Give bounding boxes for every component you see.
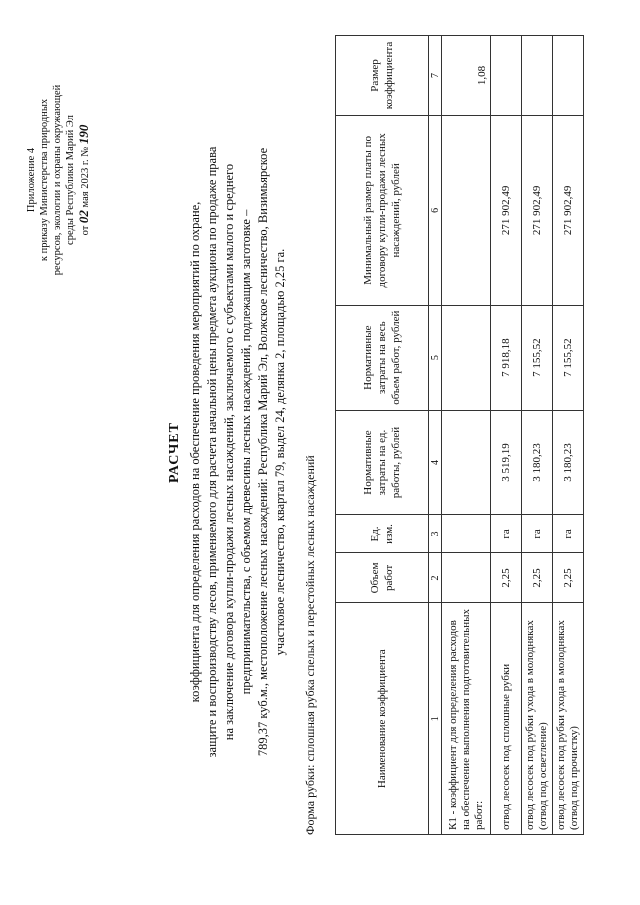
cell-min-pay: 271 902,49: [491, 116, 522, 306]
cell-unit: га: [553, 515, 584, 553]
appendix-line: среды Республики Марий Эл: [65, 115, 76, 245]
cell-unit: [442, 515, 491, 553]
appendix-line: к приказу Министерства природных: [39, 98, 50, 262]
cell-volume: 2,25: [553, 553, 584, 603]
cell-cost-unit: 3 519,19: [491, 410, 522, 515]
cell-volume: [442, 553, 491, 603]
header-name: Наименование коэффициента: [336, 603, 429, 835]
header-volume: Объем работ: [336, 553, 429, 603]
table-header-row: [336, 36, 429, 835]
cell-unit: га: [491, 515, 522, 553]
cell-cost-total: [442, 305, 491, 410]
cell-coefficient: 1,08: [442, 36, 491, 116]
cell-coefficient: [553, 36, 584, 116]
cell-cost-unit: 3 180,23: [553, 410, 584, 515]
cell-coefficient: [522, 36, 553, 116]
column-number: 5: [429, 305, 442, 410]
cell-name: отвод лесосек под рубки ухода в молодняках (отвод под осветление): [522, 603, 553, 835]
cell-volume: 2,25: [491, 553, 522, 603]
cell-cost-total: 7 155,52: [522, 305, 553, 410]
cell-cost-total: 7 918,18: [491, 305, 522, 410]
felling-form-line: Форма рубки: сплошная рубка спелых и перестойных лесных насаждений: [303, 455, 317, 835]
appendix-date-prefix: от: [80, 225, 91, 236]
cell-coefficient: [491, 36, 522, 116]
table-row: [491, 36, 522, 835]
cell-name: отвод лесосек под сплошные рубки: [491, 603, 522, 835]
column-number: 7: [429, 36, 442, 116]
cell-name: отвод лесосек под рубки ухода в молодняках (отвод под прочистку): [553, 603, 584, 835]
column-number: 4: [429, 410, 442, 515]
body-line: 789,37 куб.м., местоположение лесных насаждений: Республика Марий Эл, Волжское лесничество, Визимьярское: [256, 147, 270, 757]
body-line: предпринимательства, с объемом древесины лесных насаждений, подлежащим заготовке –: [239, 209, 253, 695]
cell-name: К1 - коэффициент для определения расходов на обеспечение выполнения подготовительных работ:: [442, 603, 491, 835]
header-cost-unit: Нормативные затраты на ед. работы, рублей: [336, 410, 429, 515]
appendix-date-middle: мая 2023 г. №: [80, 146, 91, 208]
document-title: РАСЧЕТ: [167, 422, 182, 483]
appendix-date-line: [77, 30, 92, 330]
header-unit: Ед. изм.: [336, 515, 429, 553]
body-line: на заключение договора купли-продажи лесных насаждений, заключаемого с субъектами малого и среднего: [222, 163, 236, 741]
appendix-line: ресурсов, экологии и охраны окружающей: [52, 84, 63, 276]
header-cost-total: Нормативные затраты на весь объем работ, рублей: [336, 305, 429, 410]
column-number: 1: [429, 603, 442, 835]
table-row: [442, 36, 491, 835]
column-number: 3: [429, 515, 442, 553]
cell-min-pay: 271 902,49: [553, 116, 584, 306]
column-number: 2: [429, 553, 442, 603]
cell-min-pay: [442, 116, 491, 306]
cell-volume: 2,25: [522, 553, 553, 603]
appendix-order-number: 190: [76, 124, 91, 145]
document-body: [187, 27, 289, 877]
cell-cost-unit: 3 180,23: [522, 410, 553, 515]
cell-min-pay: 271 902,49: [522, 116, 553, 306]
table-row: [522, 36, 553, 835]
appendix-line: Приложение 4: [26, 147, 37, 213]
appendix-block: [25, 30, 92, 330]
cell-unit: га: [522, 515, 553, 553]
cell-cost-unit: [442, 410, 491, 515]
body-line: участковое лесничество, квартал 79, выдел 24, делянка 2, площадью 2,25 га.: [273, 248, 287, 656]
column-number: 6: [429, 116, 442, 306]
column-number-row: [429, 36, 442, 835]
coefficient-table: [335, 35, 584, 835]
cell-cost-total: 7 155,52: [553, 305, 584, 410]
appendix-date-day: 02: [76, 210, 91, 224]
header-coefficient: Размер коэффициента: [336, 36, 429, 116]
body-line: защите и воспроизводству лесов, применяемого для расчета начальной цены предмета аукциона по продаже права: [205, 146, 219, 758]
header-min-pay: Минимальный размер платы по договору купли-продажи лесных насаждений, рублей: [336, 116, 429, 306]
table-row: [553, 36, 584, 835]
body-line: коэффициента для определения расходов на обеспечение проведения мероприятий по охране,: [188, 201, 202, 703]
